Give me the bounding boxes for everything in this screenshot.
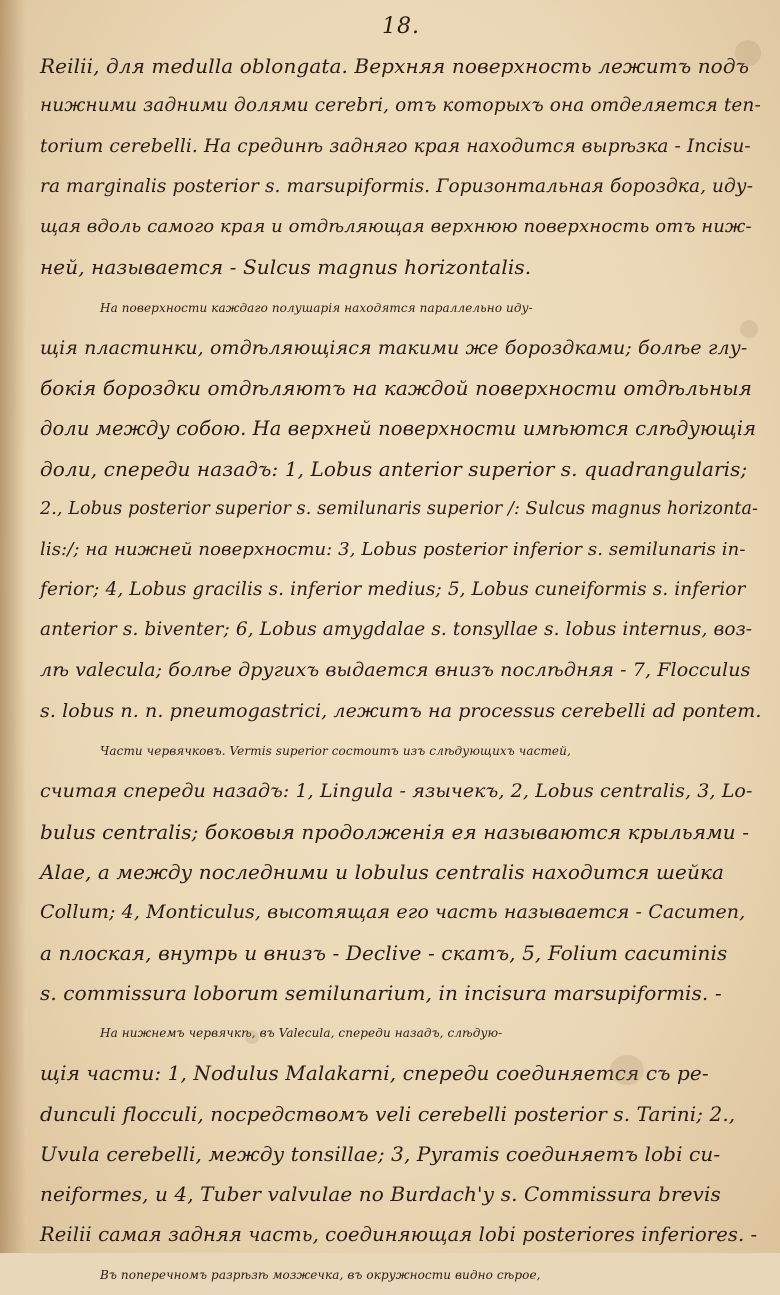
text-line: dunculi flocculi, посредствомъ veli cerebelli posterior s. Tarini; 2., [40, 1101, 736, 1126]
text-line: На нижнемъ червячкѣ, въ Valecula, спереди назадъ, слѣдую- [100, 1026, 503, 1041]
text-line: ferior; 4, Lobus gracilis s. inferior medius; 5, Lobus cuneiformis s. inferior [40, 578, 746, 600]
text-line: Части червячковъ. Vermis superior состоитъ изъ слѣдующихъ частей, [100, 744, 571, 759]
handwritten-text-body [40, 46, 762, 1295]
text-line: 2., Lobus posterior superior s. semilunaris superior /: Sulcus magnus horizonta- [40, 499, 759, 520]
text-line: лѣ valecula; болѣе другихъ выдается внизъ послѣдняя - 7, Flocculus [40, 659, 751, 682]
text-line: bulus centralis; боковыя продолженія ея называются крыльями - [40, 819, 750, 844]
paper-stain [245, 1030, 259, 1044]
text-line: бокія бороздки отдѣляютъ на каждой поверхности отдѣльныя [40, 376, 752, 401]
text-line: а плоская, внутрь и внизъ - Declive - скатъ, 5, Folium cacuminis [40, 940, 728, 965]
text-line: Reilii самая задняя часть, соединяющая lobi posteriores inferiores. - [40, 1222, 758, 1246]
text-line: ней, называется - Sulcus magnus horizontalis. [40, 255, 532, 280]
text-line: Въ поперечномъ разрѣзѣ мозжечка, въ окружности видно сѣрое, [100, 1267, 541, 1282]
text-line: Reilii, для medulla oblongata. Верхняя поверхность лежитъ подъ [40, 54, 750, 78]
text-line: щая вдоль самого края и отдѣляющая верхнюю поверхность отъ ниж- [40, 216, 752, 238]
text-line: lis:/; на нижней поверхности: 3, Lobus posterior inferior s. semilunaris in- [40, 538, 746, 560]
text-line: щія пластинки, отдѣляющіяся такими же бороздками; болѣе глу- [40, 337, 748, 360]
text-line: считая спереди назадъ: 1, Lingula - язычекъ, 2, Lobus centralis, 3, Lo- [40, 780, 753, 803]
text-line: Uvula cerebelli, между tonsillae; 3, Pyramis соединяетъ lobi cu- [40, 1142, 721, 1167]
paper-stain [735, 40, 761, 66]
text-line: neiformes, и 4, Tuber valvulae по Burdach'у s. Commissura brevis [40, 1182, 721, 1207]
paper-stain [740, 320, 758, 338]
text-line: Collum; 4, Monticulus, высотящая его часть называется - Cacumen, [40, 901, 746, 924]
text-line: anterior s. biventer; 6, Lobus amygdalae s. tonsyllae s. lobus internus, воз- [40, 619, 753, 641]
text-line: ra marginalis posterior s. marsupiformis. Горизонтальная бороздка, иду- [40, 175, 754, 197]
text-line: s. lobus n. n. pneumogastrici, лежитъ на processus cerebelli ad pontem. [40, 699, 762, 722]
text-line: щія части: 1, Nodulus Malakarni, спереди соединяется съ pe- [40, 1061, 709, 1086]
text-line: s. commissura loborum semilunarium, in incisura marsupiformis. - [40, 980, 722, 1005]
text-line: нижними задними долями cerebri, отъ которыхъ она отделяется ten- [40, 95, 761, 117]
binding-shadow [0, 0, 26, 1253]
page-number: 18. [382, 14, 420, 39]
text-line: torium cerebelli. На срединѣ задняго края находится вырѣзка - Incisu- [40, 135, 751, 157]
text-line: На поверхности каждаго полушарія находятся параллельно иду- [100, 300, 533, 315]
paper-stain [610, 1055, 644, 1085]
text-line: доли, спереди назадъ: 1, Lobus anterior superior s. quadrangularis; [40, 456, 748, 481]
text-line: Alae, а между последними и lobulus centralis находится шейка [40, 859, 725, 884]
text-line: доли между собою. На верхней поверхности имѣются слѣдующія [40, 416, 757, 440]
